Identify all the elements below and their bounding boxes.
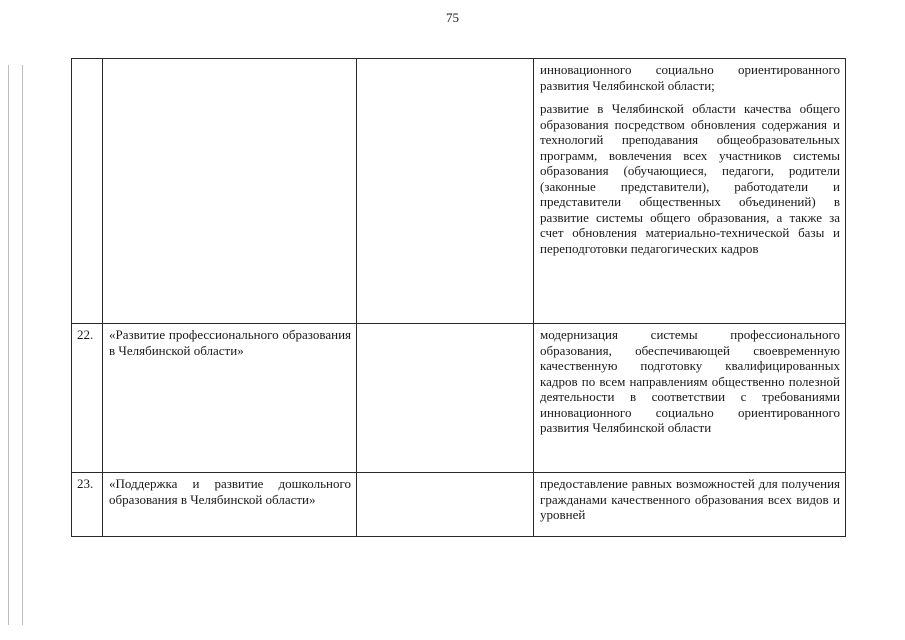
program-name: «Поддержка и развитие дошкольного образования в Челябинской области» [109,476,351,507]
program-name-cell [103,59,357,324]
page-number: 75 [446,10,459,25]
row-number-cell: 23. [72,473,103,537]
middle-cell [357,473,534,537]
goal-paragraph: развитие в Челябинской области качества общего образования посредством обновления содержания и технологий преподавания общеобразовательных программ, вовлечения всех участников системы образования (обучающиеся, педагоги, родители (законные представители), работодатели и представители общественных объединений) в развитие системы общего образования, а также за счет обновления материально-технической базы и переподготовки педагогических кадров [540,101,840,256]
table-row [72,59,846,324]
program-name-cell [103,324,357,473]
middle-cell [357,59,534,324]
table-row [72,473,846,537]
goal-paragraph: модернизация системы профессионального образования, обеспечивающей своевременную качественную подготовку квалифицированных кадров по всем направлениям общественно полезной деятельности в соответствии с требованиями инновационного социально ориентированного развития Челябинской области [540,327,840,435]
goal-paragraph: инновационного социально ориентированного развития Челябинской области; [540,62,840,93]
goals-cell [534,473,846,537]
goal-paragraph: предоставление равных возможностей для получения гражданами качественного образования всех видов и уровней [540,476,840,522]
scan-margin-line-inner [22,65,23,625]
program-name-cell [103,473,357,537]
program-table [71,58,846,537]
goals-cell [534,324,846,473]
program-name: «Развитие профессионального образования в Челябинской области» [109,327,351,358]
middle-cell [357,324,534,473]
goals-cell [534,59,846,324]
scan-margin-line-left [8,65,9,625]
row-number-cell: 22. [72,324,103,473]
table-row [72,324,846,473]
row-number-cell [72,59,103,324]
